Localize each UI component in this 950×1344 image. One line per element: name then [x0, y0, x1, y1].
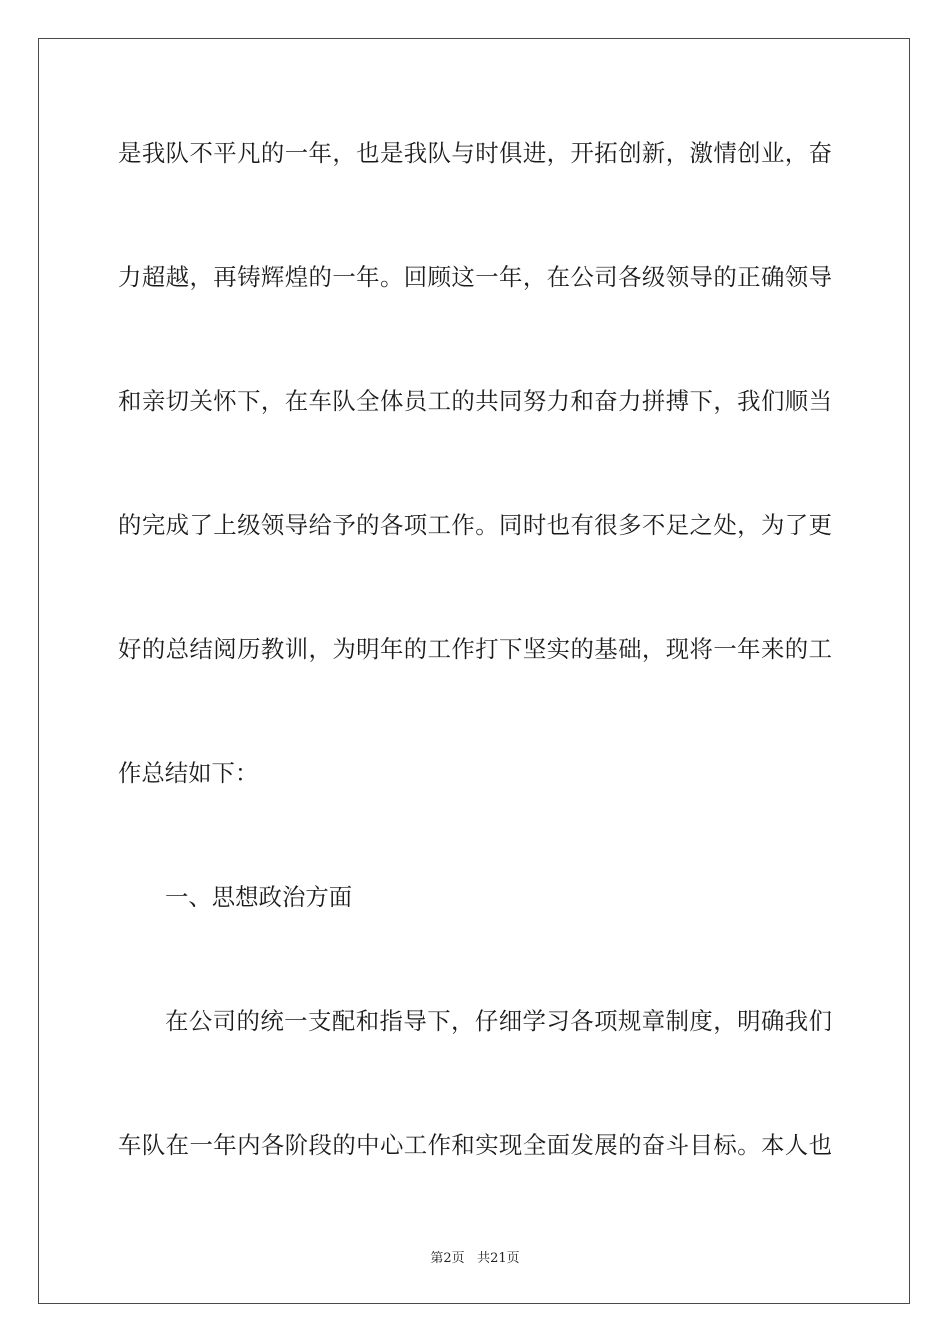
page-border — [38, 38, 910, 1304]
page-total: 共21页 — [477, 1251, 520, 1266]
section-heading: 一、思想政治方面 — [165, 883, 353, 911]
body-text-line: 是我队不平凡的一年，也是我队与时俱进，开拓创新，激情创业，奋 — [118, 139, 832, 167]
body-text-line: 和亲切关怀下，在车队全体员工的共同努力和奋力拼搏下，我们顺当 — [118, 387, 832, 415]
body-text-line: 作总结如下： — [118, 759, 259, 787]
body-text-line: 力超越，再铸辉煌的一年。回顾这一年，在公司各级领导的正确领导 — [118, 263, 832, 291]
page-number: 第2页 — [430, 1251, 465, 1266]
body-text-line: 的完成了上级领导给予的各项工作。同时也有很多不足之处，为了更 — [118, 511, 832, 539]
page-footer — [0, 1247, 950, 1266]
body-text-line: 在公司的统一支配和指导下，仔细学习各项规章制度，明确我们 — [165, 1007, 832, 1035]
body-text-line: 车队在一年内各阶段的中心工作和实现全面发展的奋斗目标。本人也 — [118, 1131, 832, 1159]
body-text-line: 好的总结阅历教训，为明年的工作打下坚实的基础，现将一年来的工 — [118, 635, 832, 663]
